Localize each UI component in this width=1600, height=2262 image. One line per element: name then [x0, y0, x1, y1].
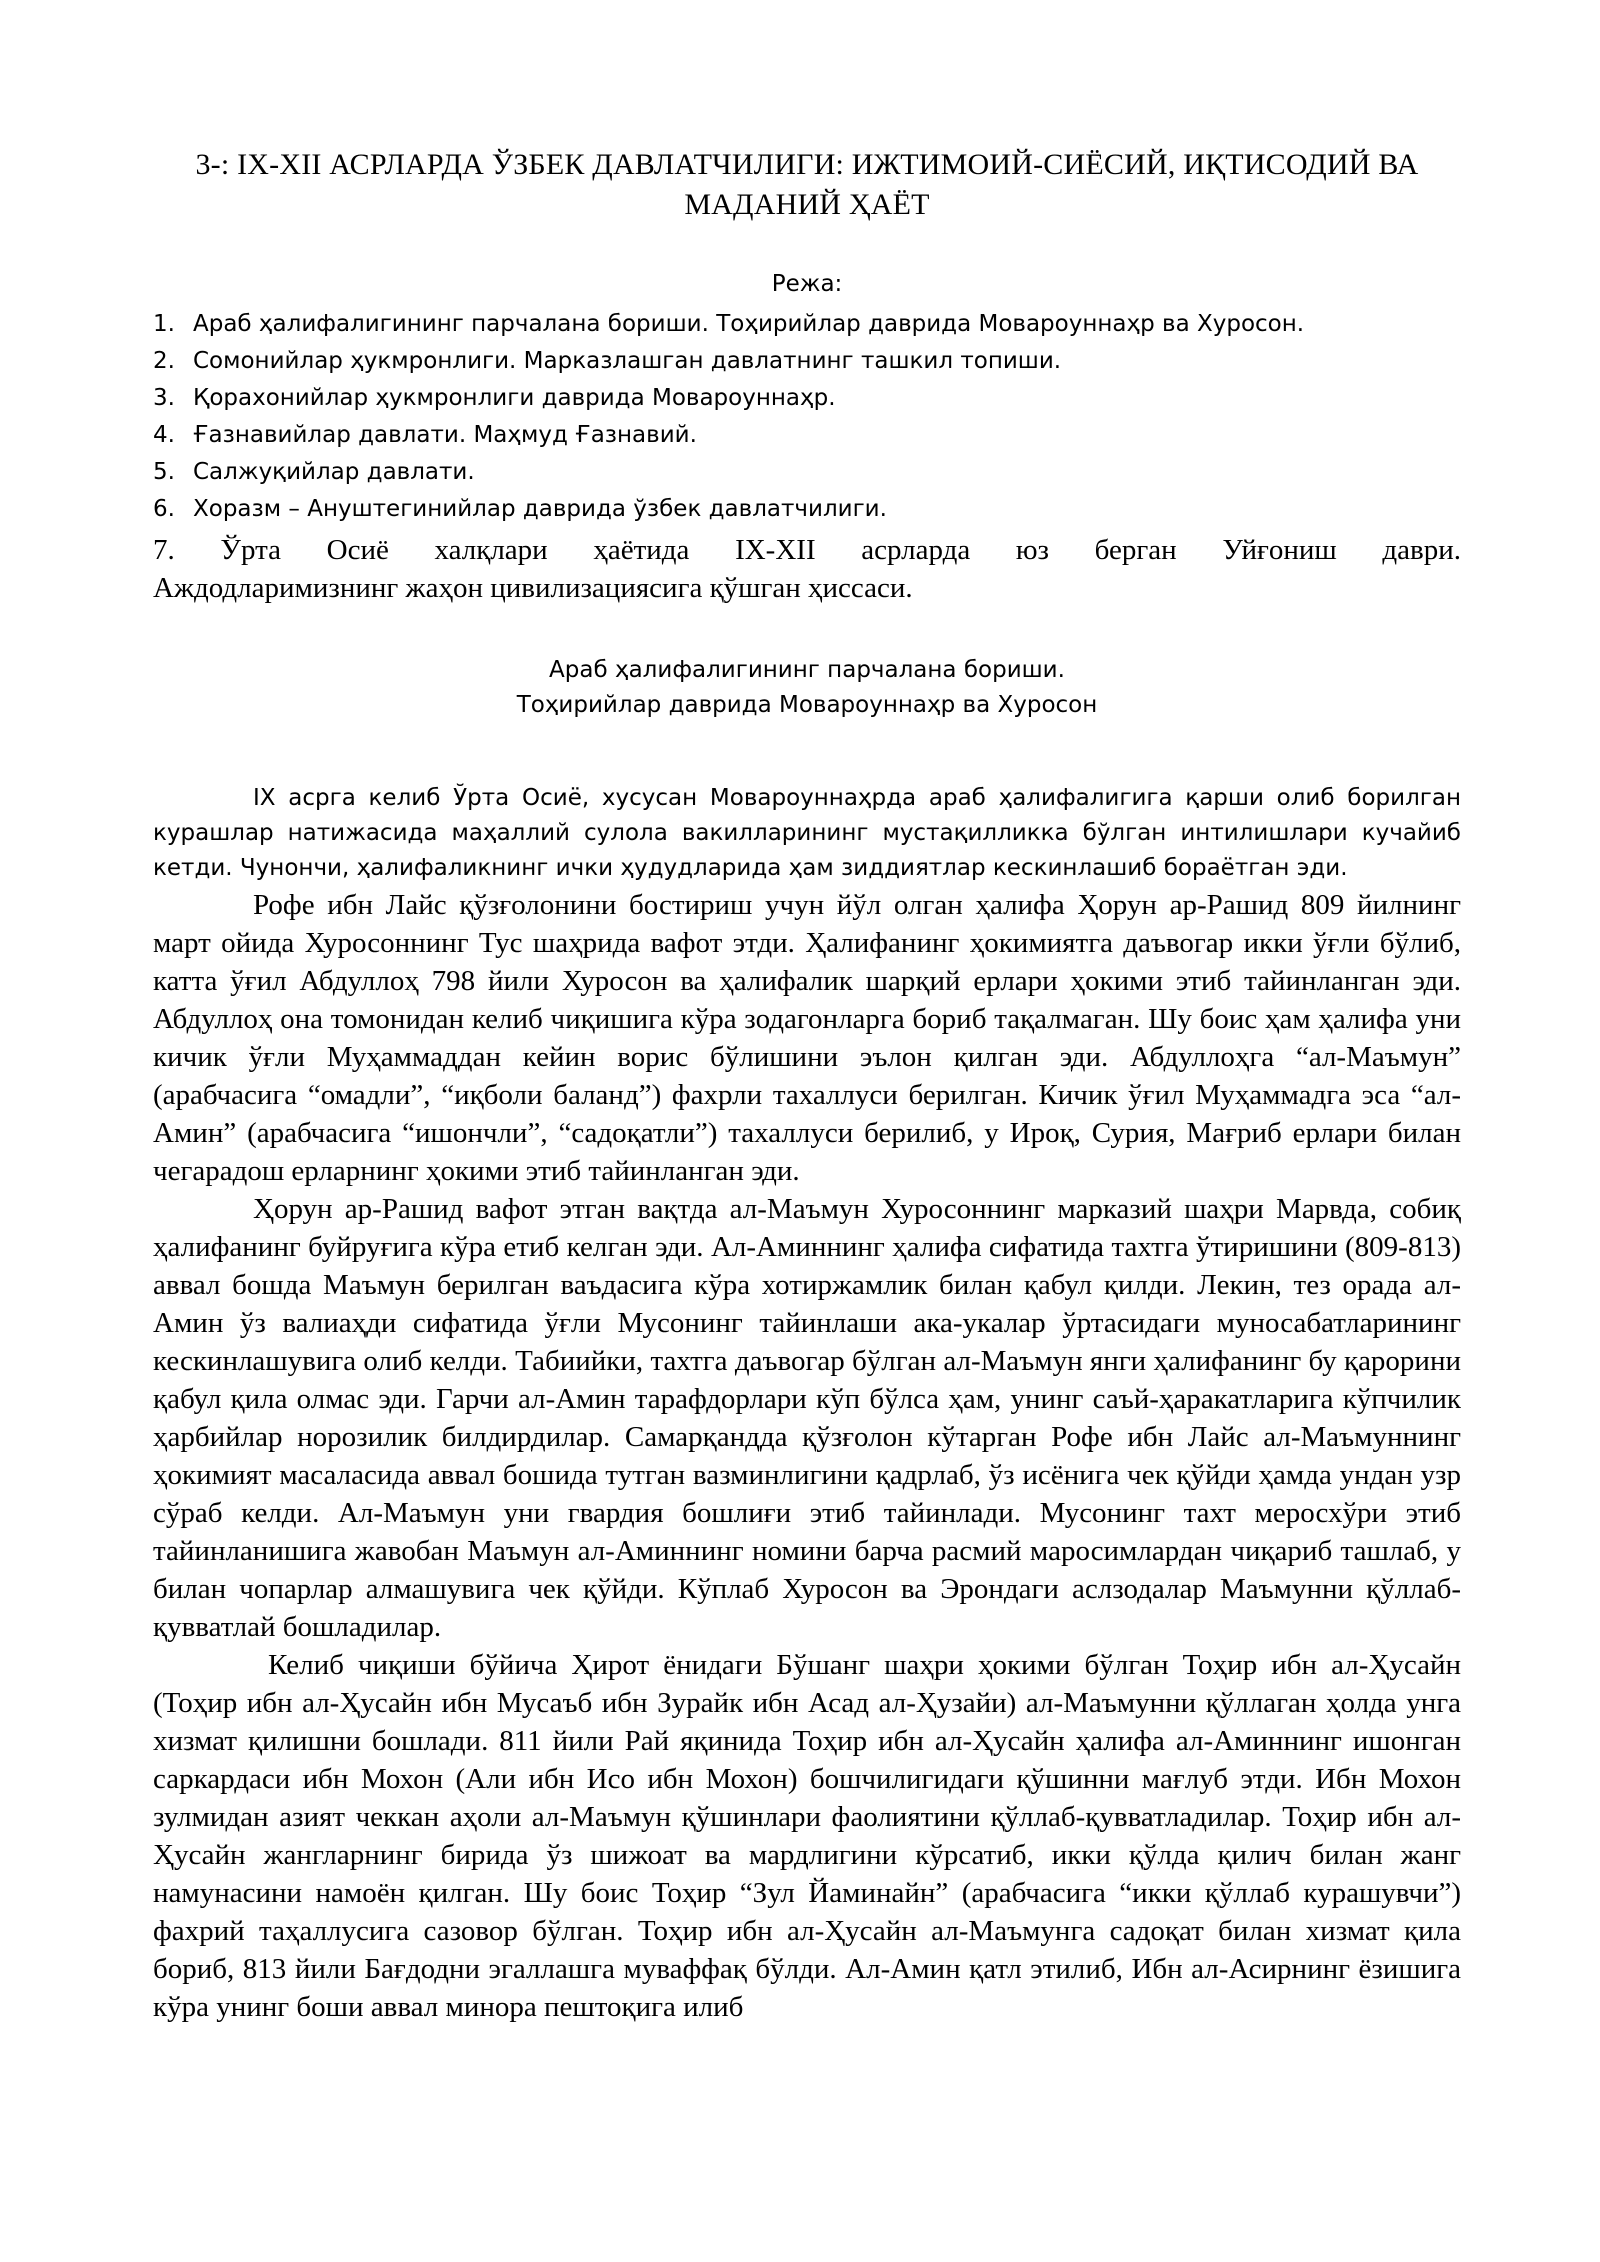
plan-heading: Режа: — [771, 271, 843, 297]
plan-item-text: Ўрта Осиё халқлари ҳаётида IX-XII асрларда юз берган Уйғониш даври. — [220, 534, 1461, 566]
document-title: 3-: IX-XII АСРЛАРДА ЎЗБЕК ДАВЛАТЧИЛИГИ: ИЖТИМОИЙ-СИЁСИЙ, ИҚТИСОДИЙ ВА МАДАНИЙ ҲАЁТ — [195, 148, 1419, 221]
paragraph-3: Ҳорун ар-Рашид вафот этган вақтда ал-Маъмун Хуросоннинг марказий шаҳри Марвда, собиқ ҳалифанинг буйруғига кўра етиб келган эди. Ал-Аминнинг ҳалифа сифатида тахтга ўтиришини (809-813) аввал бошда Маъмун берилган ваъдасига кўра хотиржамлик билан қабул қилди. Лекин, тез орада ал-Амин ўз валиаҳди сифатида ўғли Мусонинг тайинлаши ака-укалар ўртасидаги муносабатларининг кескинлашувига олиб келди. Табиийки, тахтга даъвогар бўлган ал-Маъмун янги ҳалифанинг бу қарорини қабул қила олмас эди. Гарчи ал-Амин тарафдорлари кўп бўлса ҳам, унинг саъй-ҳаракатларига кўпчилик ҳарбийлар норозилик билдирдилар. Самарқандда қўзғолон кўтарган Рофе ибн Лайс ал-Маъмуннинг ҳокимият масаласида аввал бошида тутган вазминлигини қадрлаб, ўз исёнига чек қўйди ҳамда ундан узр сўраб келди. Ал-Маъмун уни гвардия бошлиғи этиб тайинлади. Мусонинг тахт меросхўри этиб тайинланишига жавобан Маъмун ал-Аминнинг номини барча расмий маросимлардан чиқариб ташлаб, у билан чопарлар алмашувига чек қўйди. Кўплаб Хуросон ва Эрондаги аслзодалар Маъмунни қўллаб-қувватлай бошладилар. — [153, 1193, 1461, 1643]
paragraph-2: Рофе ибн Лайс қўзғолонини бостириш учун йўл олган ҳалифа Ҳорун ар-Рашид 809 йилнинг март ойида Хуросоннинг Тус шаҳрида вафот этди. Ҳалифанинг ҳокимиятга даъвогар икки ўғли бўлиб, катта ўғил Абдуллоҳ 798 йили Хуросон ва ҳалифалик шарқий ерлари ҳокими этиб тайинланган эди. Абдуллоҳ она томонидан келиб чиқишига кўра зодагонларга бориб тақалмаган. Шу боис ҳам ҳалифа уни кичик ўғли Муҳаммаддан кейин ворис бўлишини эълон қилган эди. Абдуллоҳга “ал-Маъмун” (арабчасига “омадли”, “иқболи баланд”) фахрли тахаллуси берилган. Кичик ўғил Муҳаммадга эса “ал-Амин” (арабчасига “ишончли”, “садоқатли”) тахаллуси берилиб, у Ироқ, Сурия, Мағриб ерлари билан чегарадош ерларнинг ҳокими этиб тайинланган эди. — [153, 889, 1461, 1187]
paragraph-4: Келиб чиқиши бўйича Ҳирот ёнидаги Бўшанг шаҳри ҳокими бўлган Тоҳир ибн ал-Ҳусайн (Тоҳир ибн ал-Ҳусайн ибн Мусаъб ибн Зурайк ибн Асад ал-Ҳузайи) ал-Маъмунни қўллаган ҳолда унга хизмат қилишни бошлади. 811 йили Рай яқинида Тоҳир ибн ал-Ҳусайн ҳалифа ал-Аминнинг ишонган саркардаси ибн Мохон (Али ибн Исо ибн Мохон) бошчилигидаги қўшинни мағлуб этди. Ибн Мохон зулмидан азият чеккан аҳоли ал-Маъмун қўшинлари фаолиятини қўллаб-қувватладилар. Тоҳир ибн ал-Ҳусайн жангларнинг бирида ўз шижоат ва мардлигини кўрсатиб, икки қўлда қилич билан жанг намунасини намоён қилган. Шу боис Тоҳир “Зул Йаминайн” (арабчасига “икки қўллаб курашувчи”) фахрий таҳаллусига сазовор бўлган. Тоҳир ибн ал-Ҳусайн ал-Маъмунга садоқат билан хизмат қила бориб, 813 йили Бағдодни эгаллашга муваффақ бўлди. Ал-Амин қатл этилиб, Ибн ал-Асирнинг ёзишига кўра унинг боши аввал минора пештоқига илиб — [153, 1649, 1461, 2023]
plan-item-text: Сомонийлар ҳукмронлиги. Марказлашган давлатнинг ташкил топиши. — [193, 348, 1062, 374]
plan-item-3 — [153, 383, 1461, 413]
plan-item-number: 2. — [153, 348, 175, 374]
plan-item-text: Ғазнавийлар давлати. Маҳмуд Ғазнавий. — [193, 422, 697, 448]
plan-item-7 — [153, 531, 1461, 569]
plan-item-number: 6. — [153, 496, 175, 522]
plan-item-text: Хоразм – Ануштегинийлар даврида ўзбек давлатчилиги. — [193, 496, 887, 522]
document-page — [153, 145, 1461, 2026]
section-heading — [153, 653, 1461, 723]
plan-item-number: 4. — [153, 422, 175, 448]
plan-item-6 — [153, 494, 1461, 524]
plan-item-text: Салжуқийлар давлати. — [193, 459, 475, 485]
plan-item-text: Қорахонийлар ҳукмронлиги даврида Мовароуннаҳр. — [193, 385, 836, 411]
paragraph-1: IX асрга келиб Ўрта Осиё, хусусан Мовароуннаҳрда араб ҳалифалигига қарши олиб борилган курашлар натижасида маҳаллий сулола вакилларининг мустақилликка бўлган интилишлари кучайиб кетди. Чунончи, ҳалифаликнинг ички ҳудудларида ҳам зиддиятлар кескинлашиб бораётган эди. — [153, 785, 1461, 881]
plan-item-5 — [153, 457, 1461, 487]
section-heading-line-1: Араб ҳалифалигининг парчалана бориши. — [549, 657, 1065, 683]
plan-item-number: 3. — [153, 385, 175, 411]
plan-item-7-continuation: Аждодларимизнинг жаҳон цивилизациясига қўшган ҳиссаси. — [153, 572, 913, 604]
section-heading-line-2: Тоҳирийлар даврида Мовароуннаҳр ва Хуросон — [516, 692, 1098, 718]
plan-item-number: 1. — [153, 311, 175, 337]
plan-list — [153, 309, 1461, 569]
plan-item-number: 7. — [153, 534, 175, 566]
plan-item-1 — [153, 309, 1461, 339]
plan-item-2 — [153, 346, 1461, 376]
plan-item-text: Араб ҳалифалигининг парчалана бориши. Тоҳирийлар даврида Мовароуннаҳр ва Хуросон. — [193, 311, 1305, 337]
plan-item-4 — [153, 420, 1461, 450]
plan-item-number: 5. — [153, 459, 175, 485]
